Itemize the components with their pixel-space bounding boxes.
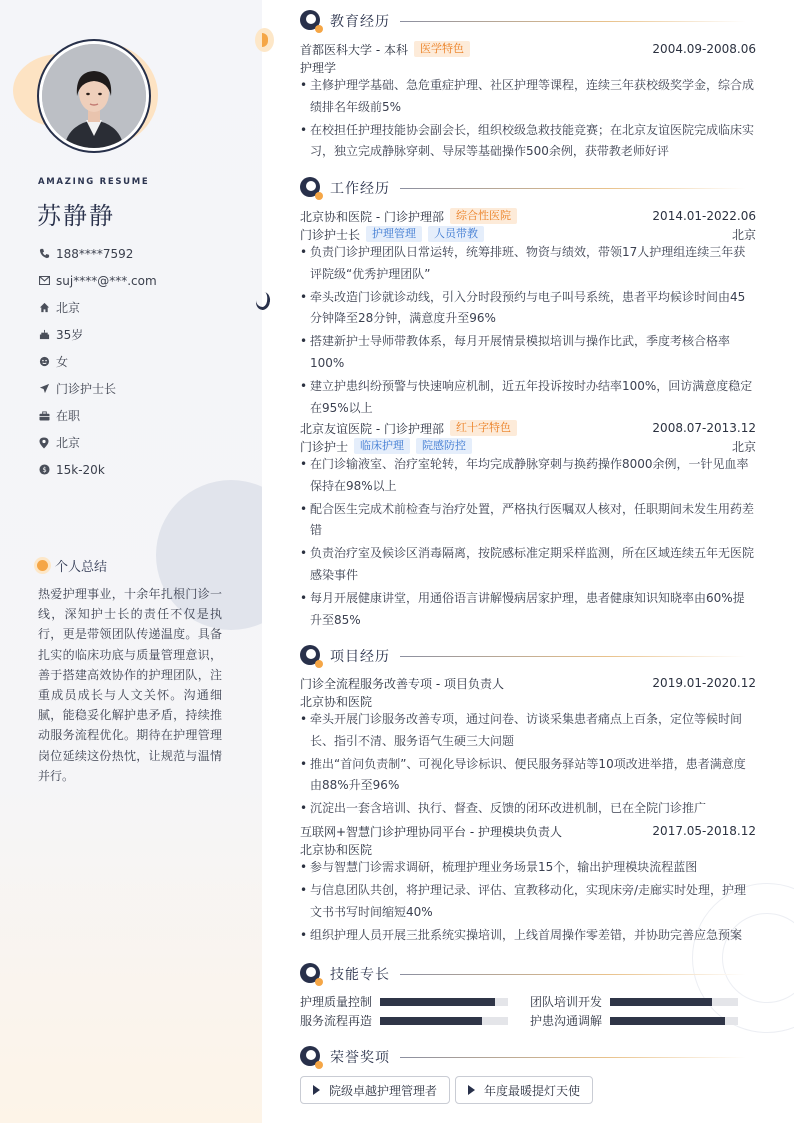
section-icon [300,963,322,985]
list-item: • 主修护理学基础、急危重症护理、社区护理等课程，连续三年获校级奖学金，综合成绩排名年级前5% [300,75,756,118]
award-item [300,1076,450,1104]
summary-header [37,556,107,575]
section-icon [300,1046,322,1068]
school-name: 首都医科大学 - 本科 [300,42,408,57]
list-item: • 组织护理人员开展三批系统实操培训，上线首周操作零差错，并协助完善应急预案 [300,925,756,947]
money-icon [38,464,50,476]
play-icon [313,1085,320,1095]
skill-bar [380,1017,508,1025]
info-gender [38,348,157,375]
position-text: 门诊护士长 [56,382,117,396]
avatar [42,44,146,148]
education-header [300,10,756,32]
list-item: • 牵头开展门诊服务改善专项，通过问卷、访谈采集患者痛点上百条，定位等候时间长、指引不清、服务语气生硬三大问题 [300,709,756,752]
age-text: 35岁 [56,328,84,342]
awards-list [300,1076,598,1104]
city-name: 北京 [731,439,756,454]
education-entry [300,40,756,58]
divider [400,21,746,22]
cake-icon [38,329,50,341]
skill-fill [610,998,712,1006]
section-icon [300,177,322,199]
info-status [38,402,157,429]
mail-icon [38,275,50,287]
job-role-row [300,225,756,243]
skill-name: 护患沟通调解 [530,1014,603,1028]
skill-fill [380,998,495,1006]
job-entry [300,207,756,225]
list-item: • 在校担任护理技能协会副会长，组织校级急救技能竞赛；在北京友谊医院完成临床实习，独立完成静脉穿刺、导尿等基础操作500余例，获带教老师好评 [300,120,756,163]
candidate-name: 苏静静 [37,202,115,230]
project-entry [300,822,756,840]
role-name: 门诊护士长 [300,227,361,242]
skills-header [300,963,756,985]
org-name: 北京友谊医院 - 门诊护理部 [300,421,444,436]
section-icon [300,645,322,667]
skill-name: 护理质量控制 [300,995,373,1009]
skill-item [530,993,738,1010]
location-icon [38,437,50,449]
info-home [38,294,157,321]
info-email [38,267,157,294]
briefcase-icon [38,410,50,422]
section-title: 技能专长 [330,967,390,983]
list-item: • 建立护患纠纷预警与快速响应机制，近五年投诉按时办结率100%，回访满意度稳定在95%以上 [300,376,756,419]
info-phone [38,240,157,267]
list-item: • 沉淀出一套含培训、执行、督查、反馈的闭环改进机制，已在全院门诊推广 [300,798,756,820]
role-name: 门诊护士 [300,439,349,454]
project-org-row [300,692,756,710]
summary-text: 热爱护理事业，十余年扎根门诊一线，深知护士长的责任不仅是执行，更是带领团队传递温度。具备扎实的临床功底与质量管理意识，善于搭建高效协作的护理团队，注重成员成长与人文关怀。沟通细腻，能稳妥化解护患矛盾，持续推动服务流程优化。期待在护理管理岗位延续这份热忱，让规范与温情并行。 [38,587,222,783]
status-text: 在职 [56,409,81,423]
project-bullets [300,709,756,822]
job-bullets [300,454,756,633]
info-salary [38,456,157,483]
divider [400,656,746,657]
skill-bar [610,1017,738,1025]
list-item: • 搭建新护士导师带教体系，每月开展情景模拟培训与操作比武，季度考核合格率100% [300,331,756,374]
portrait-image [42,44,146,148]
salary-text: 15k-20k [56,462,105,477]
skill-item [300,1012,508,1029]
resume-tagline: AMAZING RESUME [38,177,150,187]
home-icon [38,302,50,314]
list-item: • 每月开展健康讲堂，用通俗语言讲解慢病居家护理，患者健康知识知晓率由60%提升至85% [300,588,756,631]
org-name: 北京协和医院 [300,842,373,857]
list-item: • 配合医生完成术前检查与治疗处置，严格执行医嘱双人核对，任职期间未发生用药差错 [300,499,756,542]
education-bullets [300,75,756,164]
project-name: 门诊全流程服务改善专项 - 项目负责人 [300,676,504,691]
send-icon [38,383,50,395]
location-text: 北京 [56,436,81,450]
job-bullets [300,242,756,421]
date-range: 2014.01-2022.06 [652,209,756,223]
info-position [38,375,157,402]
skill-item [300,993,508,1010]
info-location [38,429,157,456]
project-bullets [300,857,756,948]
city-name: 北京 [731,227,756,242]
section-title: 教育经历 [330,14,390,30]
skill-bar [610,998,738,1006]
list-item: • 负责门诊护理团队日常运转，统筹排班、物资与绩效，带领17人护理组连续三年获评院级“优秀护理团队” [300,242,756,285]
award-label: 院级卓越护理管理者 [329,1083,438,1098]
skill-bar [380,998,508,1006]
project-name: 互联网+智慧门诊护理协同平台 - 护理模块负责人 [300,824,563,839]
org-name: 北京协和医院 - 门诊护理部 [300,209,444,224]
section-title: 工作经历 [330,181,390,197]
list-item: • 参与智慧门诊需求调研，梳理护理业务场景15个，输出护理模块流程蓝图 [300,857,756,879]
tag-badge: 医学特色 [414,41,470,57]
summary-title: 个人总结 [55,560,108,575]
job-entry [300,419,756,437]
education-major-row [300,58,756,76]
job-role-row [300,437,756,455]
gender-icon [38,356,50,368]
home-city-text: 北京 [56,301,81,315]
svg-text:$: $ [41,465,47,474]
tag-badge: 护理管理 [366,226,422,242]
awards-header [300,1046,756,1068]
section-icon [300,10,322,32]
work-header [300,177,756,199]
tag-badge: 临床护理 [354,438,410,454]
date-range: 2004.09-2008.06 [652,42,756,56]
divider [400,974,746,975]
phone-text: 188****7592 [56,246,134,261]
award-label: 年度最暖提灯天使 [484,1083,581,1098]
skill-name: 团队培训开发 [530,995,603,1009]
date-range: 2019.01-2020.12 [652,676,756,690]
divider [400,1057,746,1058]
tag-badge: 院感防控 [416,438,472,454]
play-icon [468,1085,475,1095]
list-item: • 在门诊输液室、治疗室轮转，年均完成静脉穿刺与换药操作8000余例，一针见血率保持在98%以上 [300,454,756,497]
tag-badge: 红十字特色 [450,420,517,436]
tag-badge: 综合性医院 [450,208,517,224]
list-item: • 与信息团队共创，将护理记录、评估、宣教移动化，实现床旁/走廊实时处理，护理文书书写时间缩短40% [300,880,756,923]
skill-fill [610,1017,725,1025]
skill-name: 服务流程再造 [300,1014,373,1028]
date-range: 2008.07-2013.12 [652,421,756,435]
sidebar [0,0,262,1123]
divider [400,188,746,189]
list-item: • 牵头改造门诊就诊动线，引入分时段预约与电子叫号系统，患者平均候诊时间由45分钟降至28分钟，满意度升至96% [300,287,756,330]
project-org-row [300,840,756,858]
skill-fill [380,1017,482,1025]
major-name: 护理学 [300,60,337,75]
gender-text: 女 [56,355,69,369]
skill-item [530,1012,738,1029]
projects-header [300,645,756,667]
date-range: 2017.05-2018.12 [652,824,756,838]
project-entry [300,674,756,692]
section-title: 荣誉奖项 [330,1050,390,1066]
list-item: • 负责治疗室及候诊区消毒隔离，按院感标准定期采样监测，所在区域连续五年无医院感染事件 [300,543,756,586]
section-title: 项目经历 [330,649,390,665]
phone-icon [38,248,50,260]
email-text: suj****@***.com [56,273,157,288]
info-age [38,321,157,348]
tag-badge: 人员带教 [428,226,484,242]
org-name: 北京协和医院 [300,694,373,709]
list-item: • 推出“首问负责制”、可视化导诊标识、便民服务驿站等10项改进举措，患者满意度由88%升至96% [300,754,756,797]
dot-icon [37,560,48,571]
contact-info-list [38,240,157,483]
award-item [455,1076,593,1104]
